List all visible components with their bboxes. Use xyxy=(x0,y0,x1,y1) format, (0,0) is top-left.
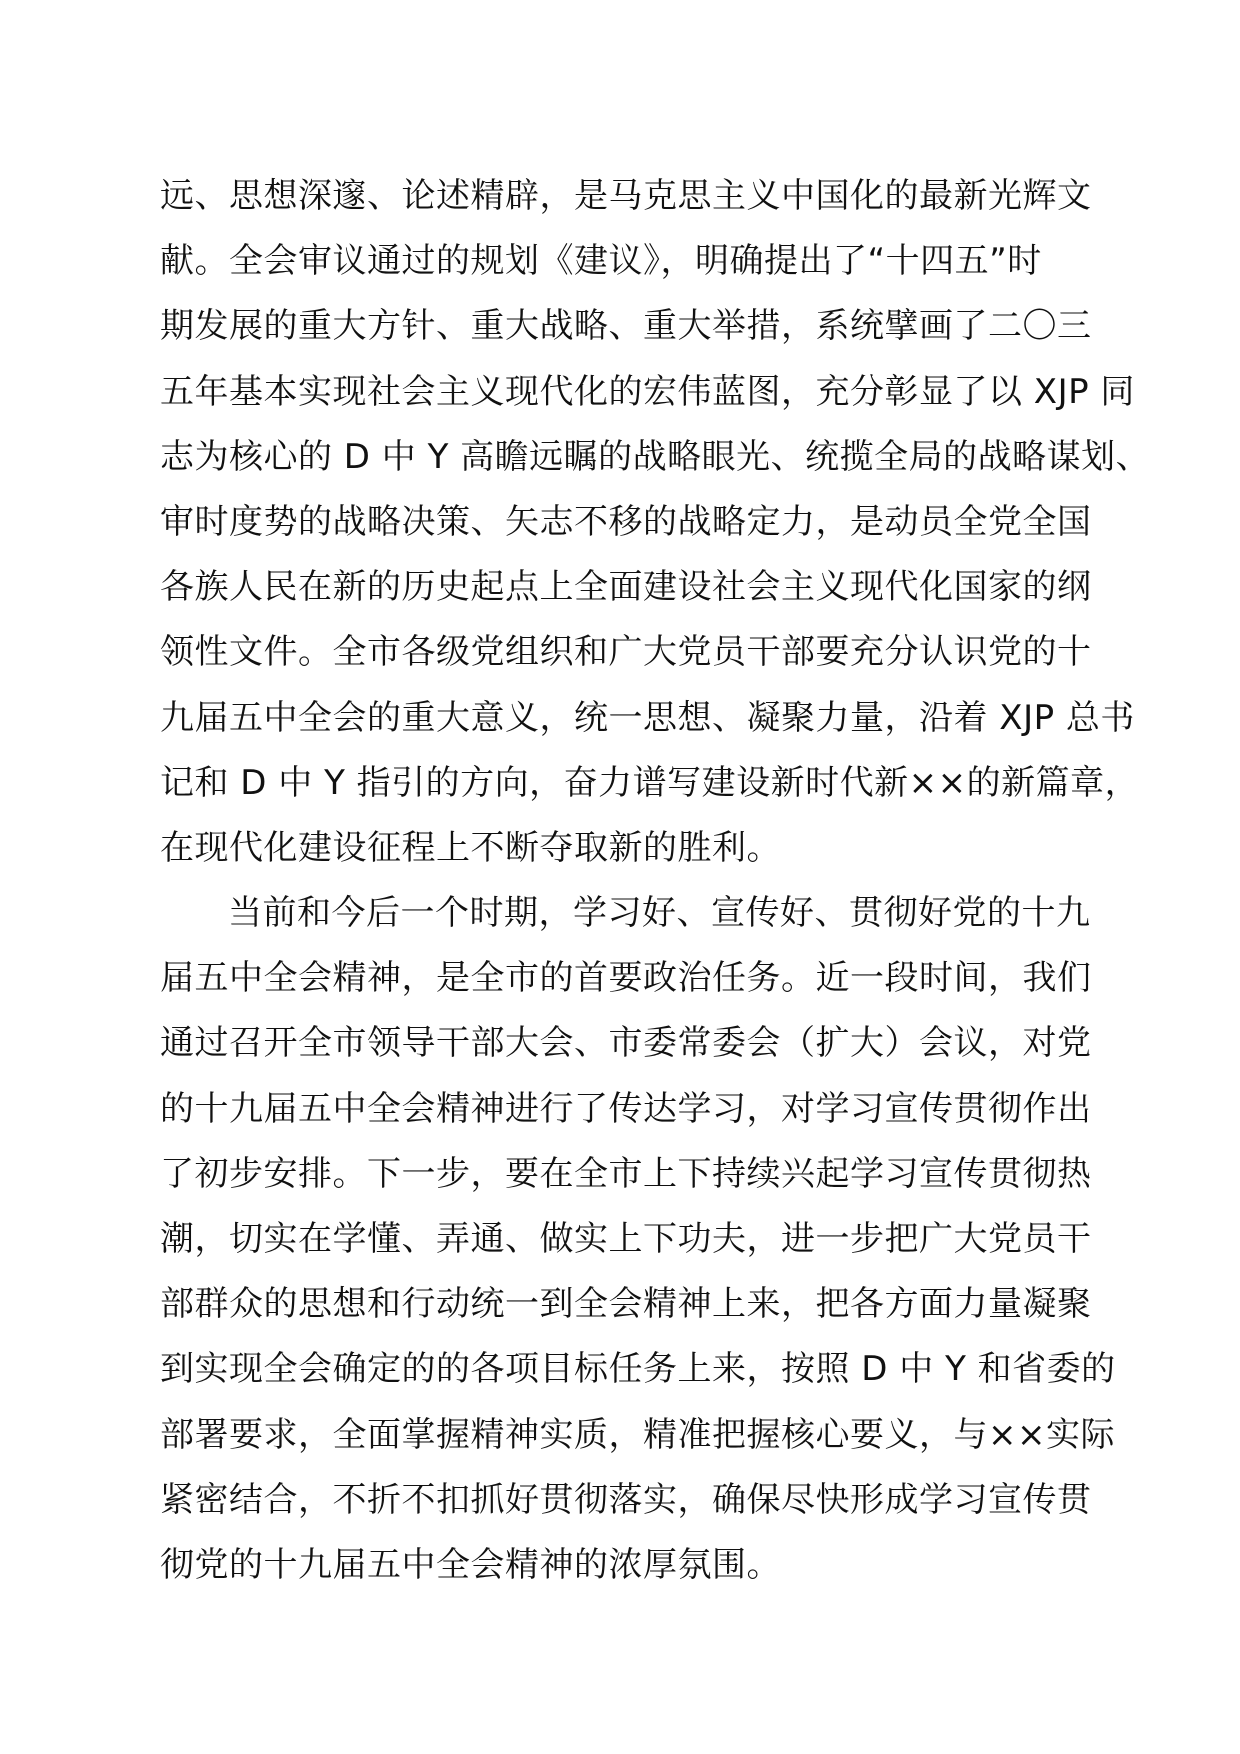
text-line: 记和 D 中 Y 指引的方向，奋力谱写建设新时代新××的新篇章， xyxy=(160,762,1140,803)
body-text xyxy=(160,164,1151,1598)
text-line: 志为核心的 D 中 Y 高瞻远瞩的战略眼光、统揽全局的战略谋划、 xyxy=(160,436,1151,477)
text-line: 的十九届五中全会精神进行了传达学习，对学习宣传贯彻作出 xyxy=(160,1088,1092,1129)
text-line: 远、思想深邃、论述精辟，是马克思主义中国化的最新光辉文 xyxy=(160,176,1092,216)
text-line: 了初步安排。下一步，要在全市上下持续兴起学习宣传贯彻热 xyxy=(160,1153,1092,1194)
paragraph-1 xyxy=(160,164,1151,881)
text-line: 部群众的思想和行动统一到全会精神上来，把各方面力量凝聚 xyxy=(160,1284,1092,1325)
text-line: 献。全会审议通过的规划《建议》，明确提出了“十四五”时 xyxy=(160,241,1042,282)
text-line: 九届五中全会的重大意义，统一思想、凝聚力量，沿着 XJP 总书 xyxy=(160,697,1135,738)
text-line: 当前和今后一个时期，学习好、宣传好、贯彻好党的十九 xyxy=(228,893,1091,934)
text-line: 到实现全会确定的的各项目标任务上来，按照 D 中 Y 和省委的 xyxy=(160,1349,1116,1390)
text-line: 五年基本实现社会主义现代化的宏伟蓝图，充分彰显了以 XJP 同 xyxy=(160,371,1135,412)
text-line: 紧密结合，不折不扣抓好贯彻落实，确保尽快形成学习宣传贯 xyxy=(160,1479,1092,1520)
text-line: 领性文件。全市各级党组织和广大党员干部要充分认识党的十 xyxy=(160,632,1092,673)
text-line: 彻党的十九届五中全会精神的浓厚氛围。 xyxy=(160,1544,781,1585)
text-line: 期发展的重大方针、重大战略、重大举措，系统擘画了二〇三 xyxy=(160,306,1092,347)
paragraph-2 xyxy=(160,881,1120,1598)
text-line: 届五中全会精神，是全市的首要政治任务。近一段时间，我们 xyxy=(160,958,1092,999)
text-line: 潮，切实在学懂、弄通、做实上下功夫，进一步把广大党员干 xyxy=(160,1219,1092,1259)
text-line: 通过召开全市领导干部大会、市委常委会（扩大）会议，对党 xyxy=(160,1023,1092,1064)
text-line: 部署要求，全面掌握精神实质，精准把握核心要义，与××实际 xyxy=(160,1414,1115,1455)
text-line: 审时度势的战略决策、矢志不移的战略定力，是动员全党全国 xyxy=(160,501,1092,542)
text-line: 各族人民在新的历史起点上全面建设社会主义现代化国家的纲 xyxy=(160,567,1092,608)
text-line: 在现代化建设征程上不断夺取新的胜利。 xyxy=(160,827,781,868)
